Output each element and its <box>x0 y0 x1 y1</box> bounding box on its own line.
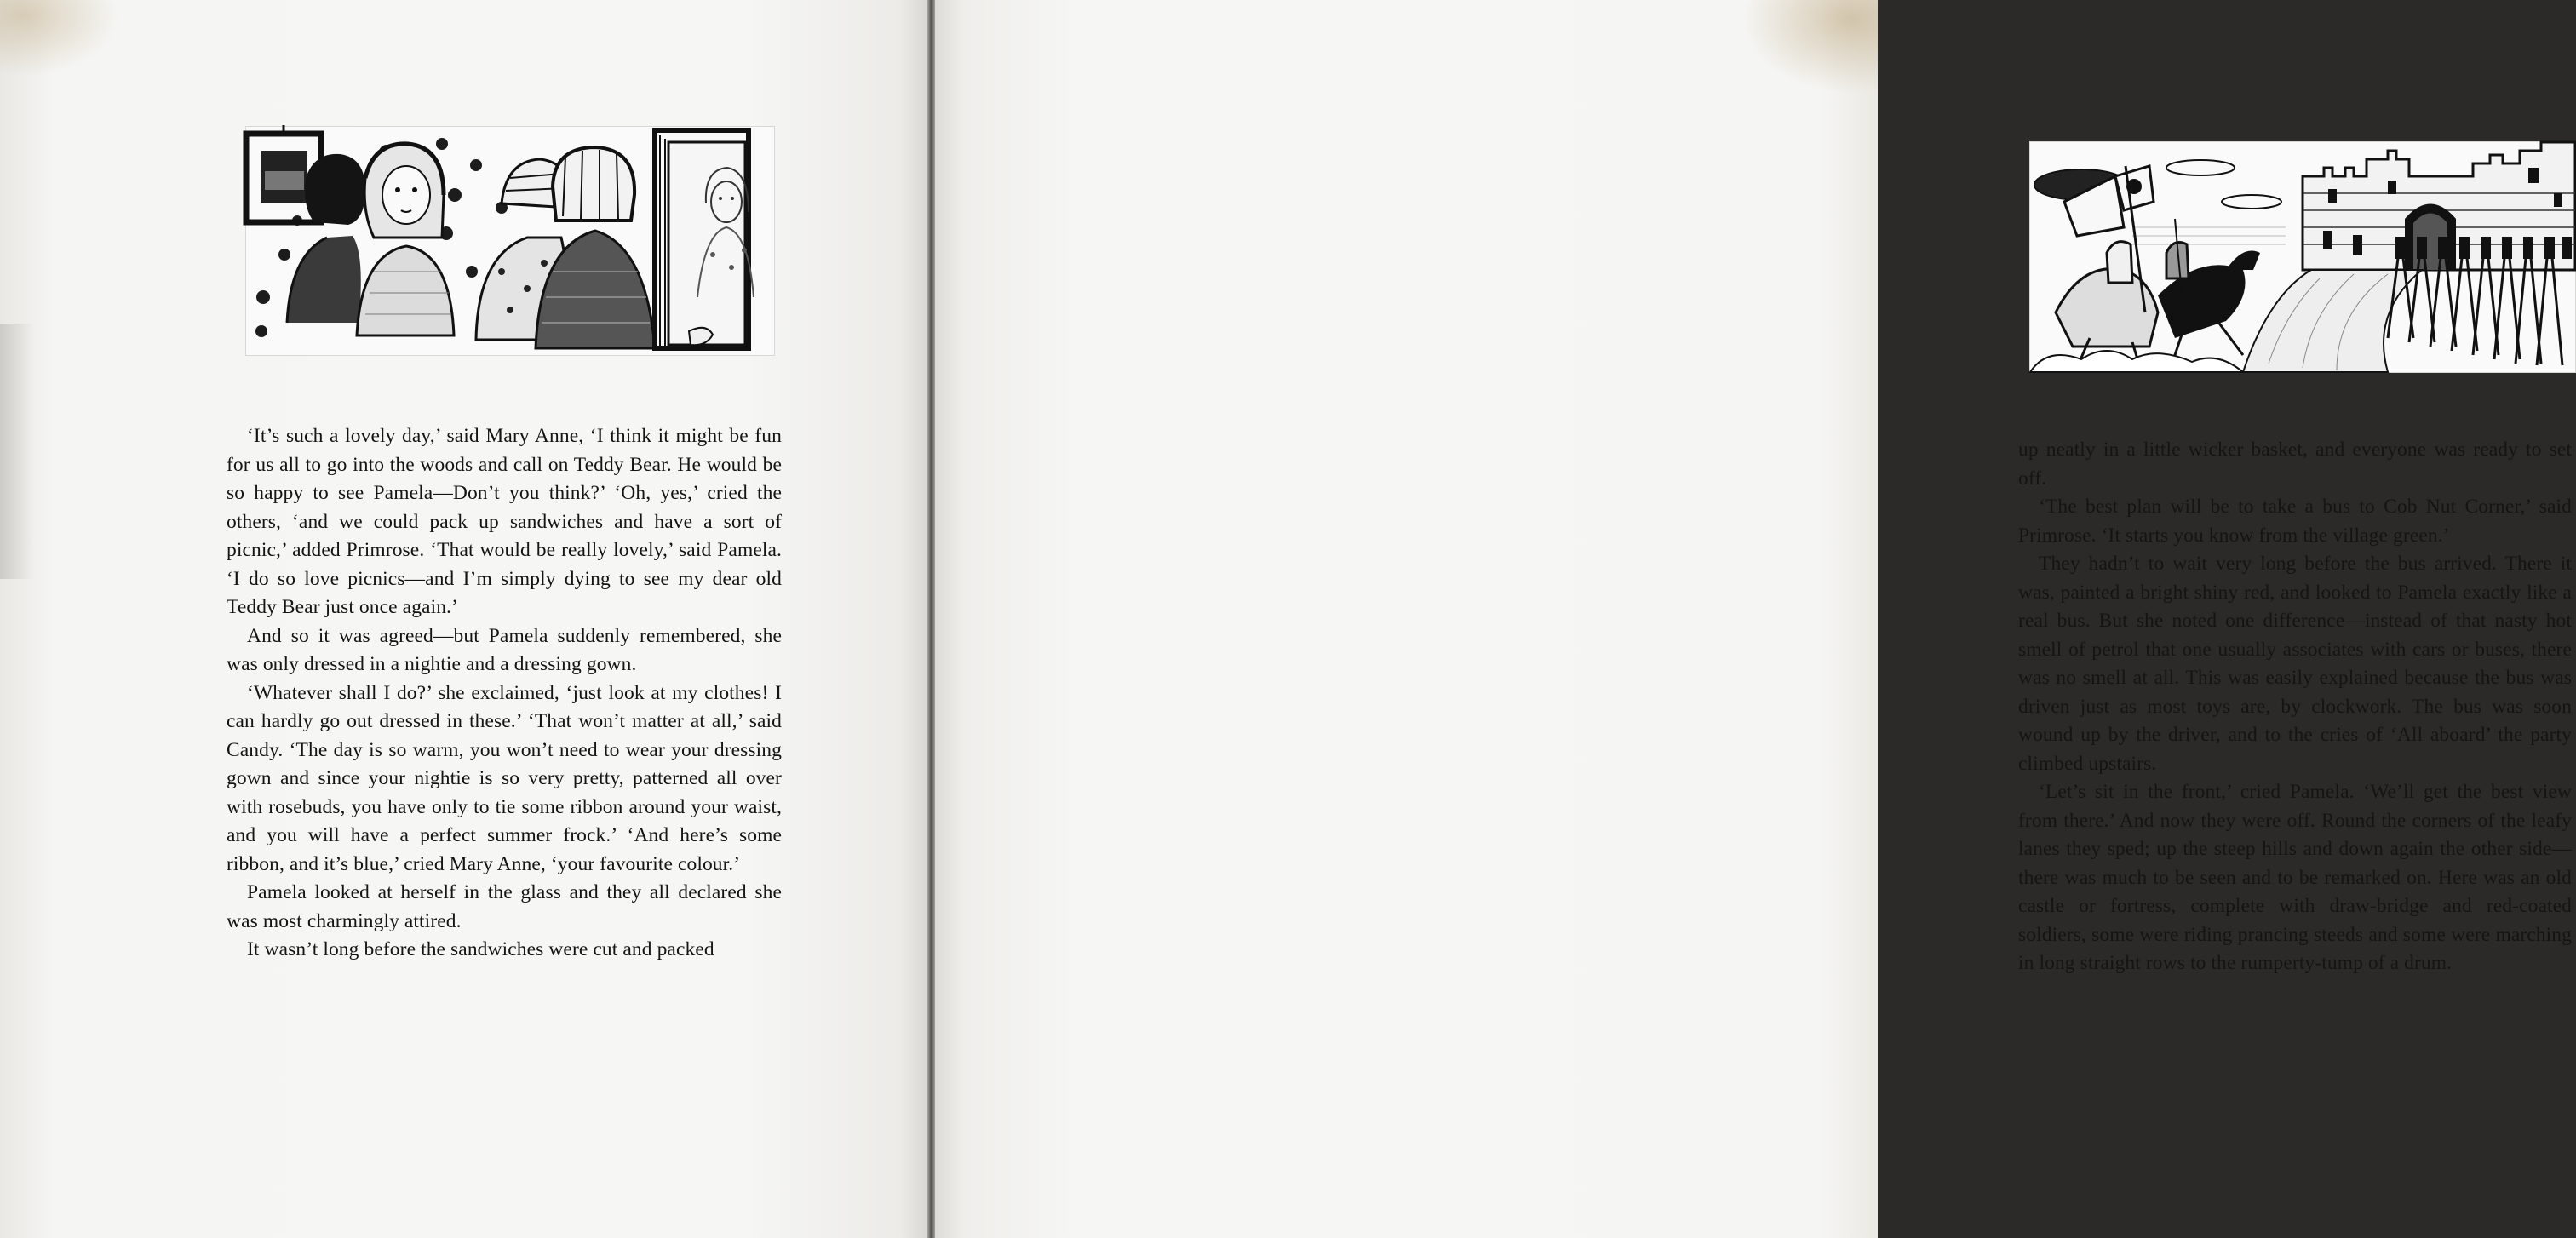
right-page <box>935 0 2572 1238</box>
paragraph: Pamela looked at herself in the glass and they all declared she was most charmingly attired. <box>227 881 782 932</box>
paragraph: ‘Let’s sit in the front,’ cried Pamela. ‘We’ll get the best view from there.’ And now they were off. Round the corners of the leafy lanes they sped; up the steep hills and down again the other side—there was much to be seen and to be remarked on. Here was an old castle or fortress, complete with draw-bridge and red-coated soldiers, some were riding prancing steeds and some were marching in long straight rows to the rumperty-tump of a drum. <box>2018 781 2572 974</box>
paragraph: They hadn’t to wait very long before the bus arrived. There it was, painted a bright shiny red, and looked to Pamela exactly like a real bus. But she noted one difference—instead of that nasty hot smell of petrol that one usually associates with cars or buses, there was no smell at all. This was easily explained because the bus was driven just as most toys are, by clockwork. The bus was soon wound up by the driver, and to the cries of ‘All aboard’ the party climbed upstairs. <box>2018 553 2572 775</box>
paragraph: ‘It’s such a lovely day,’ said Mary Anne, ‘I think it might be fun for us all to go into the woods and call on Teddy Bear. He would be so happy to see Pamela—Don’t you think?’ ‘Oh, yes,’ cried the others, ‘and we could pack up sandwiches and have a sort of picnic,’ added Primrose. ‘That would be really lovely,’ said Pamela. ‘I do so love picnics—and I’m simply dying to see my dear old Teddy Bear just once again.’ <box>227 425 782 618</box>
paper-stain <box>1741 0 1878 94</box>
paragraph: It wasn’t long before the sandwiches were cut and packed <box>247 938 714 960</box>
left-page <box>0 0 928 1238</box>
paper-stain <box>0 0 119 77</box>
paragraph: ‘Whatever shall I do?’ she exclaimed, ‘just look at my clothes! I can hardly go out dressed in these.’ ‘That won’t matter at all,’ said Candy. ‘The day is so warm, you won’t need to wear your dressing gown and since your nightie is so very pretty, patterned all over with rosebuds, you have only to tie some ribbon around your waist, and you will have a perfect summer frock.’ ‘And here’s some ribbon, and it’s blue,’ cried Mary Anne, ‘your favourite colour.’ <box>227 681 782 875</box>
paper-crease <box>0 324 34 579</box>
paragraph: ‘The best plan will be to take a bus to Cob Nut Corner,’ said Primrose. ‘It starts you know from the village green.’ <box>2018 496 2572 547</box>
paragraph: up neatly in a little wicker basket, and everyone was ready to set off. <box>2018 438 2572 490</box>
paragraph: And so it was agreed—but Pamela suddenly remembered, she was only dressed in a nightie and a dressing gown. <box>227 624 782 675</box>
left-page-text <box>227 422 782 965</box>
girls-at-mirror-illustration <box>245 126 775 356</box>
castle-and-soldiers-illustration <box>2029 141 2576 373</box>
right-page-text <box>2018 436 2572 978</box>
